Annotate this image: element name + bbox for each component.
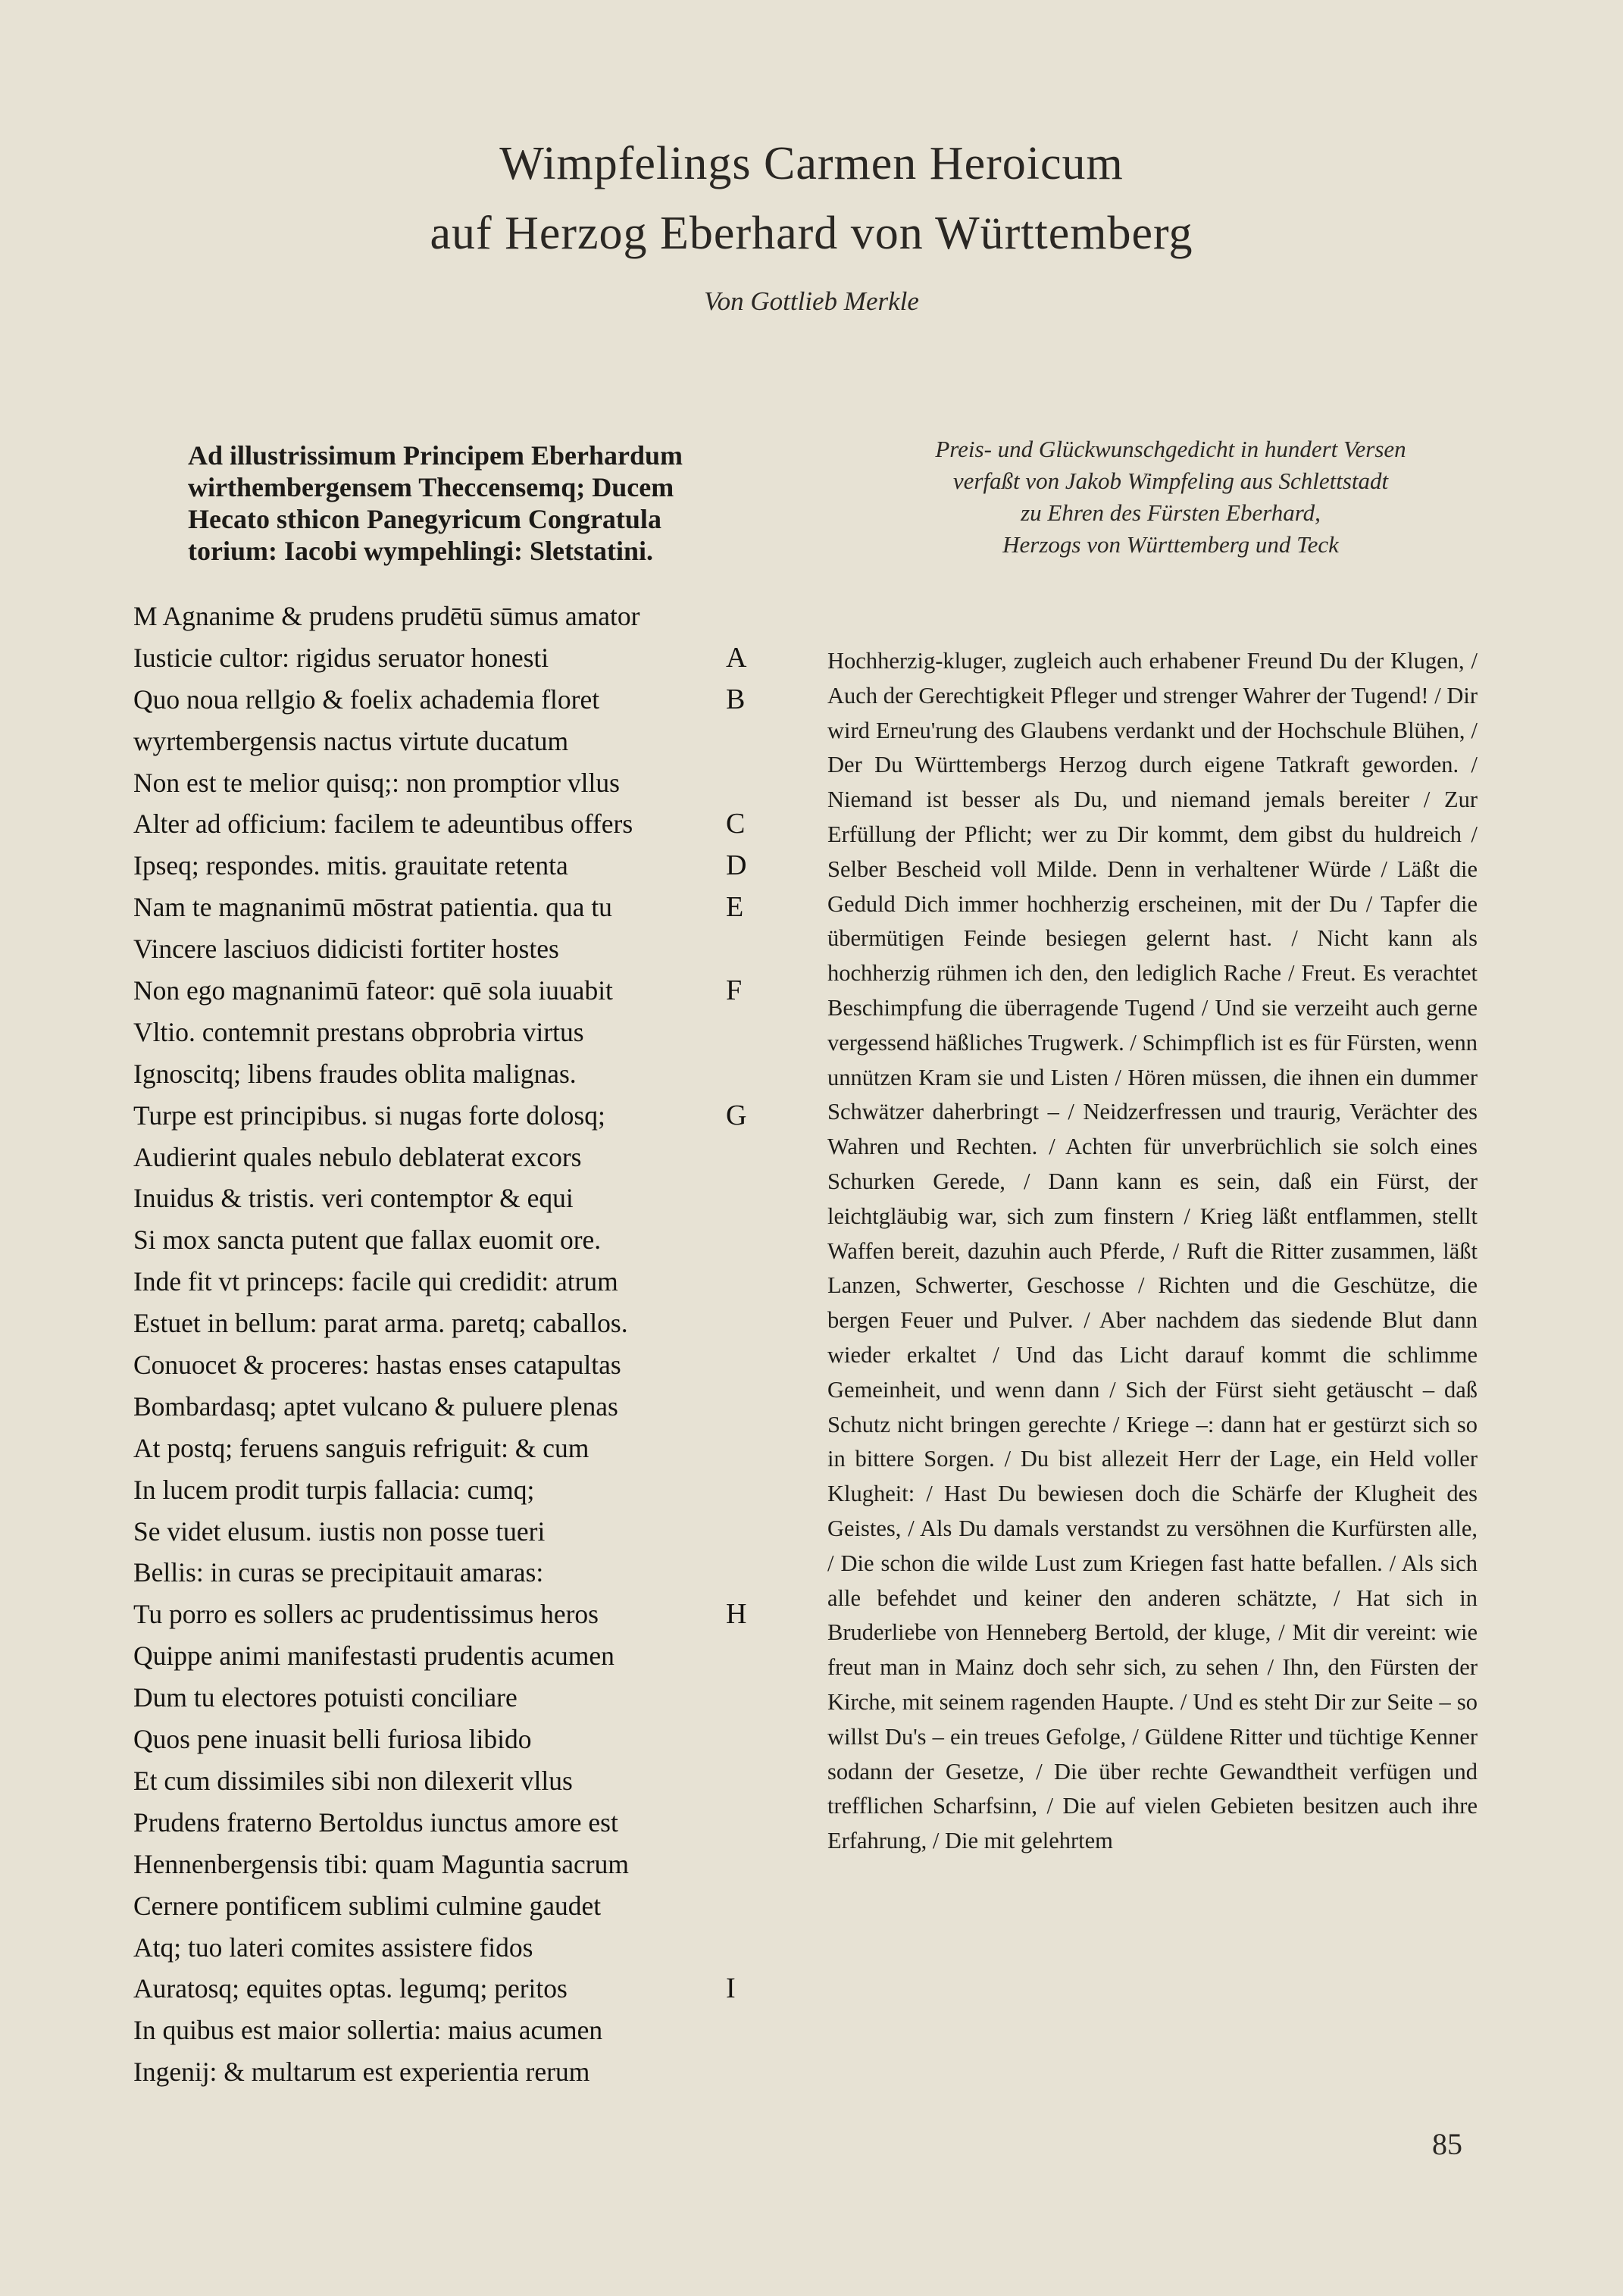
verse-line <box>133 1719 793 1760</box>
verse-text: Vltio. contemnit prestans obprobria virtus <box>133 1016 584 1047</box>
verse-text: Audierint quales nebulo deblaterat excors <box>133 1141 582 1172</box>
verse-marker: H <box>726 1598 747 1631</box>
verse-text: Bombardasq; aptet vulcano & puluere plenas <box>133 1390 618 1422</box>
verse-marker: D <box>726 849 747 882</box>
verse-text: Inde fit vt princeps: facile qui credidit: atrum <box>133 1266 618 1297</box>
verse-text: Et cum dissimiles sibi non dilexerit vllus <box>133 1765 573 1796</box>
preface-line: verfaßt von Jakob Wimpfeling aus Schlettstadt <box>952 468 1389 494</box>
verse-marker: E <box>726 891 744 924</box>
verse-line <box>133 721 793 762</box>
verse-marker: F <box>726 974 743 1007</box>
verse-text: Prudens fraterno Bertoldus iunctus amore est <box>133 1806 618 1838</box>
title-line-2: auf Herzog Eberhard von Württemberg <box>430 208 1193 259</box>
verse-text: Non ego magnanimū fateor: quē sola iuuabit <box>133 975 613 1006</box>
latin-heading <box>188 439 764 567</box>
verse-text: Cernere pontificem sublimi culmine gaudet <box>133 1890 602 1921</box>
verse-line <box>133 679 793 721</box>
verse-line <box>133 1968 793 2010</box>
latin-verses <box>133 596 793 2093</box>
verse-text: Hennenbergensis tibi: quam Maguntia sacrum <box>133 1848 629 1879</box>
german-translation: Hochherzig-kluger, zugleich auch erhabener Freund Du der Klugen, / Auch der Gerechtigkeit Pfleger und strenger Wahrer der Tugend! / Dir wird Erneu'rung des Glaubens verdankt und der Hochschule Blühen, / Der Du Württembergs Herzog durch eigene Tatkraft geworden. / Niemand ist besser als Du, und niemand jemals bereiter / Zur Erfüllung der Pflicht; wer zu Dir kommt, dem gibst du huldreich / Selber Bescheid voll Milde. Denn in verhaltener Würde / Läßt die Geduld Dich immer hochherzig erscheinen, mit der Du / Tapfer die übermütigen Feinde besiegen gelernt hast. / Nicht kann als hochherzig rühmen ich den, den lediglich Rache / Freut. Es verachtet Beschimpfung die überragende Tugend / Und sie verzeiht auch gerne vergessend häßliches Trugwerk. / Schimpflich ist es für Fürsten, wenn unnützen Kram sie und Listen / Hören müssen, die ihnen ein dummer Schwätzer daherbringt – / Neidzerfressen und traurig, Verächter des Wahren und Rechten. / Achten für unverbrüchlich sie solch eines Schurken Gerede, / Dann kann es sein, daß ein Fürst, der leichtgläubig war, sich zum finstern / Krieg läßt entflammen, stellt Waffen bereit, dazuhin auch Pferde, / Ruft die Ritter zusammen, läßt Lanzen, Schwerter, Geschosse / Richten und die Geschütze, die bergen Feuer und Pulver. / Aber nachdem das siedende Blut dann wieder erkaltet / Und das Licht darauf kommt die schlimme Gemeinheit, und wenn dann / Sich der Fürst sieht getäuscht – daß Schutz nicht bringen gerechte / Kriege –: dann hat er gestürzt sich so in bittere Sorgen. / Du bist allezeit Herr der Lage, ein Held voller Klugheit: / Hast Du bewiesen doch die Schärfe der Klugheit des Geistes, / Als Du damals verstandst zu versöhnen die Kurfürsten alle, / Die schon die wilde Lust zum Kriegen fast hatte befallen. / Als sich alle befehdet und keiner den anderen schätzte, / Hat sich in Bruderliebe von Henneberg Bertold, der kluge, / Mit dir vereint: wie freut man in Mainz doch sehr sich, zu sehen / Ihn, den Fürsten der Kirche, mit seinem ragenden Haupte. / Und es steht Dir zur Seite – so willst Du's – ein treues Gefolge, / Güldene Ritter und tüchtige Kenner sodann der Gesetze, / Die über rechte Gewandtheit verfügen und trefflichen Scharfsinn, / Die auf vielen Gebieten besitzen auch ihre Erfahrung, / Die mit gelehrtem <box>827 648 1478 1854</box>
verse-text: Conuocet & proceres: hastas enses catapultas <box>133 1350 621 1381</box>
verse-text: Iusticie cultor: rigidus seruator honesti <box>133 642 549 673</box>
verse-marker: C <box>726 808 746 840</box>
preface-line: Preis- und Glückwunschgedicht in hundert Versen <box>935 436 1406 462</box>
verse-line <box>133 845 793 887</box>
verse-text: Quippe animi manifestasti prudentis acumen <box>133 1641 614 1672</box>
verse-line <box>133 596 793 637</box>
verse-line <box>133 928 793 970</box>
verse-text: Inuidus & tristis. veri contemptor & equi <box>133 1183 574 1214</box>
verse-line <box>133 1511 793 1553</box>
verse-marker: G <box>726 1099 747 1131</box>
verse-marker: I <box>726 1972 736 2005</box>
verse-text: Tu porro es sollers ac prudentissimus heros <box>133 1599 599 1630</box>
verse-text: Dum tu electores potuisti conciliare <box>133 1682 518 1713</box>
author-byline: Von Gottlieb Merkle <box>704 286 919 316</box>
verse-line <box>133 1635 793 1677</box>
verse-text: In quibus est maior sollertia: maius acumen <box>133 2015 603 2046</box>
verse-line <box>133 1677 793 1719</box>
verse-text: Ignoscitq; libens fraudes oblita malignas. <box>133 1058 577 1089</box>
verse-line <box>133 2010 793 2051</box>
verse-text: Non est te melior quisq;: non promptior vllus <box>133 767 620 798</box>
verse-text: In lucem prodit turpis fallacia: cumq; <box>133 1474 535 1505</box>
verse-text: Quo noua rellgio & foelix achademia floret <box>133 683 600 715</box>
verse-text: Auratosq; equites optas. legumq; peritos <box>133 1973 568 2004</box>
verse-text: Quos pene inuasit belli furiosa libido <box>133 1724 532 1755</box>
verse-line <box>133 1219 793 1261</box>
verse-line <box>133 1053 793 1095</box>
verse-text: M Agnanime & prudens prudētū sūmus amator <box>133 601 640 631</box>
latin-heading-line: Hecato sthicon Panegyricum Congratula <box>188 504 661 534</box>
verse-line <box>133 2051 793 2093</box>
verse-text: Turpe est principibus. si nugas forte dolosq; <box>133 1100 605 1131</box>
verse-line <box>133 1137 793 1178</box>
verse-line <box>133 803 793 845</box>
verse-line <box>133 1594 793 1635</box>
verse-text: wyrtembergensis nactus virtute ducatum <box>133 725 569 756</box>
verse-text: At postq; feruens sanguis refriguit: & cum <box>133 1432 589 1463</box>
verse-marker: B <box>726 683 746 715</box>
verse-text: Ingenij: & multarum est experientia rerum <box>133 2057 590 2088</box>
verse-line <box>133 762 793 804</box>
verse-text: Alter ad officium: facilem te adeuntibus offers <box>133 809 633 840</box>
title-line-1: Wimpfelings Carmen Heroicum <box>499 138 1124 189</box>
verse-line <box>133 1844 793 1885</box>
german-preface <box>818 433 1523 561</box>
latin-heading-line: Ad illustrissimum Principem Eberhardum <box>188 440 683 471</box>
verse-line <box>133 1095 793 1137</box>
verse-line <box>133 1261 793 1303</box>
verse-line <box>133 1012 793 1053</box>
verse-line <box>133 1760 793 1802</box>
verse-text: Ipseq; respondes. mitis. grauitate retenta <box>133 850 568 881</box>
verse-marker: A <box>726 641 747 674</box>
verse-line <box>133 1885 793 1927</box>
verse-line <box>133 1927 793 1969</box>
verse-line <box>133 1428 793 1469</box>
verse-line <box>133 1802 793 1844</box>
preface-line: Herzogs von Württemberg und Teck <box>1002 531 1339 558</box>
verse-line <box>133 1344 793 1386</box>
verse-line <box>133 637 793 679</box>
verse-line <box>133 970 793 1012</box>
verse-line <box>133 1552 793 1594</box>
verse-text: Estuet in bellum: parat arma. paretq; caballos. <box>133 1308 628 1339</box>
verse-text: Vincere lasciuos didicisti fortiter hostes <box>133 934 559 965</box>
latin-heading-line: torium: Iacobi wympehlingi: Sletstatini. <box>188 536 654 566</box>
verse-text: Se videt elusum. iustis non posse tueri <box>133 1516 546 1547</box>
verse-text: Atq; tuo lateri comites assistere fidos <box>133 1932 533 1963</box>
article-title <box>0 129 1623 268</box>
verse-text: Bellis: in curas se precipitauit amaras: <box>133 1557 544 1588</box>
verse-line <box>133 1469 793 1511</box>
preface-line: zu Ehren des Fürsten Eberhard, <box>1021 499 1321 526</box>
verse-text: Si mox sancta putent que fallax euomit ore. <box>133 1225 602 1256</box>
verse-line <box>133 1178 793 1219</box>
verse-line <box>133 887 793 928</box>
page-number: 85 <box>1432 2127 1462 2161</box>
latin-heading-line: wirthembergensem Theccensemq; Ducem <box>188 472 674 502</box>
verse-text: Nam te magnanimū mōstrat patientia. qua tu <box>133 892 612 923</box>
verse-line <box>133 1386 793 1428</box>
verse-line <box>133 1303 793 1344</box>
